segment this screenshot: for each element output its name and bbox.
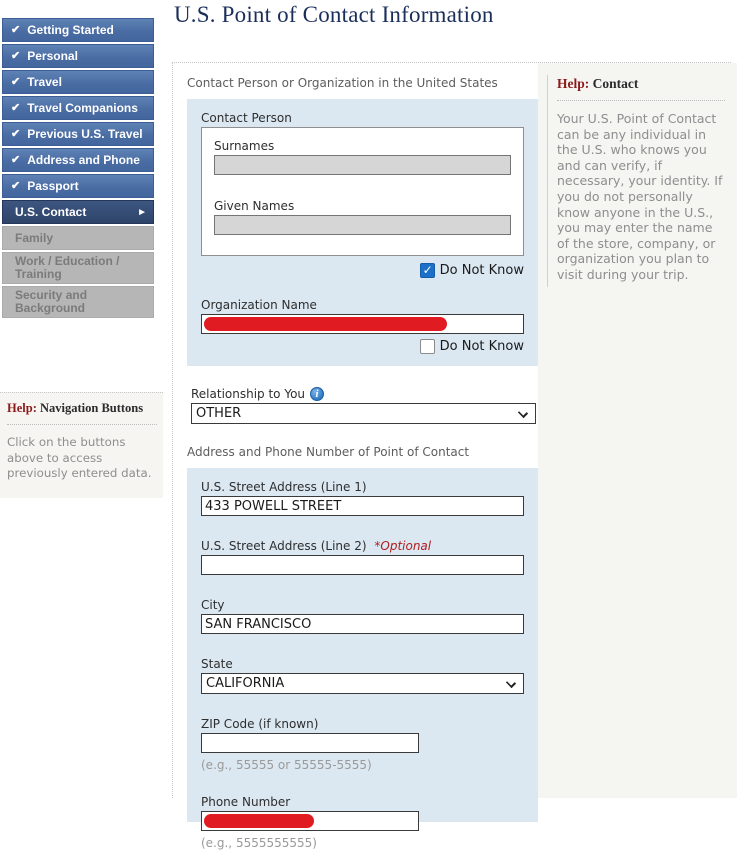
sidebar-item-passport[interactable] [2,174,154,198]
sidebar-item-address-and-phone[interactable] [2,148,154,172]
address-phone-section [187,468,538,850]
sidebar-item-family [2,226,154,250]
street1-group [201,480,524,516]
redaction-overlay [204,317,447,331]
sidebar-item-us-contact[interactable] [2,200,154,224]
redaction-overlay [204,814,314,828]
check-icon: ✔ [11,153,21,166]
zip-group [201,717,524,772]
surnames-label: Surnames [214,139,275,153]
check-icon: ✔ [11,23,21,36]
phone-group [201,795,524,850]
sidebar-item-label: Personal [27,48,78,63]
help-column [538,63,737,798]
given-names-field [214,215,511,235]
sidebar-item-label: U.S. Contact [15,204,87,219]
page-title: U.S. Point of Contact Information [174,2,494,27]
zip-field[interactable] [201,733,419,753]
given-names-label: Given Names [214,199,295,213]
check-icon: ✔ [11,49,21,62]
main-content [172,62,731,850]
sidebar-item-label: Security and Background [15,288,88,315]
state-select[interactable] [201,673,524,694]
do-not-know-checkbox-person[interactable] [420,263,435,278]
help-panel-navigation-buttons [0,392,163,498]
section-title-contact: Contact Person or Organization in the United States [187,76,498,90]
sidebar-item-label: Getting Started [27,22,114,37]
street2-label-text: U.S. Street Address (Line 2) [201,539,367,553]
sidebar-item-label: Previous U.S. Travel [27,126,143,141]
contact-person-section [187,99,538,366]
street2-label [201,539,524,553]
sidebar-item-label: Address and Phone [27,152,140,167]
sidebar-item-label: Work / Education / Training [15,254,120,281]
check-icon: ✔ [11,127,21,140]
sidebar-item-label: Travel Companions [27,100,138,115]
optional-flag: *Optional [374,539,432,553]
info-icon[interactable]: i [310,387,324,401]
help-panel-contact [547,75,727,287]
sidebar-item-travel-companions[interactable] [2,96,154,120]
sidebar-item-personal[interactable] [2,44,154,68]
state-label: State [201,657,233,671]
relationship-label: Relationship to You [191,387,306,401]
street1-field[interactable] [201,496,524,516]
arrow-right-icon: ► [137,206,147,218]
check-icon: ✔ [11,101,21,114]
state-group [201,657,524,694]
help-body-text: Click on the buttons above to access previously entered data. [7,435,152,480]
state-selected-value: CALIFORNIA [206,676,285,691]
zip-hint: (e.g., 55555 or 55555-5555) [201,758,372,772]
contact-person-legend: Contact Person [201,111,292,125]
check-icon: ✔ [11,75,21,88]
do-not-know-row-person [201,263,524,278]
phone-label: Phone Number [201,795,291,809]
divider [557,100,725,101]
do-not-know-row-organization [201,339,524,354]
help-title-text: Navigation Buttons [39,401,144,415]
contact-person-fieldset [201,127,524,256]
check-icon: ✔ [11,179,21,192]
city-label: City [201,598,225,612]
organization-name-field-wrap [201,314,524,334]
sidebar-item-travel[interactable] [2,70,154,94]
city-field[interactable] [201,614,524,634]
zip-label: ZIP Code (if known) [201,717,319,731]
sidebar-item-security-and-background [2,286,154,318]
sidebar-item-work-education-training [2,252,154,284]
street1-label: U.S. Street Address (Line 1) [201,480,367,494]
surnames-field [214,155,511,175]
do-not-know-label: Do Not Know [439,263,524,278]
relationship-select[interactable] [191,403,536,424]
chevron-down-icon [506,678,516,688]
section-title-address: Address and Phone Number of Point of Contact [187,445,470,459]
help-title [7,401,157,416]
do-not-know-label: Do Not Know [439,339,524,354]
sidebar-nav [2,18,154,320]
sidebar-item-label: Family [15,230,54,245]
help-title-text: Contact [592,76,639,91]
help-body-text: Your U.S. Point of Contact can be any individual in the U.S. who knows you and can verify, if necessary, your identity. If you do not personally know anyone in the U.S., you may enter the name of the store, company, or organization you plan to visit during your trip. [557,111,723,282]
divider [7,424,157,425]
help-title-prefix: Help: [7,401,37,415]
form-column [173,63,538,850]
city-group [201,598,524,634]
help-title [557,76,725,92]
sidebar-item-label: Passport [27,178,79,193]
sidebar-item-label: Travel [27,74,62,89]
sidebar-item-previous-us-travel[interactable] [2,122,154,146]
help-title-prefix: Help: [557,76,590,91]
chevron-down-icon [518,408,528,418]
relationship-label-row [191,387,538,401]
do-not-know-checkbox-organization[interactable] [420,339,435,354]
relationship-selected-value: OTHER [196,406,242,421]
street2-group [201,539,524,575]
phone-field-wrap [201,811,419,831]
street2-field[interactable] [201,555,524,575]
organization-name-label: Organization Name [201,298,317,312]
phone-hint: (e.g., 5555555555) [201,836,317,850]
sidebar-item-getting-started[interactable] [2,18,154,42]
